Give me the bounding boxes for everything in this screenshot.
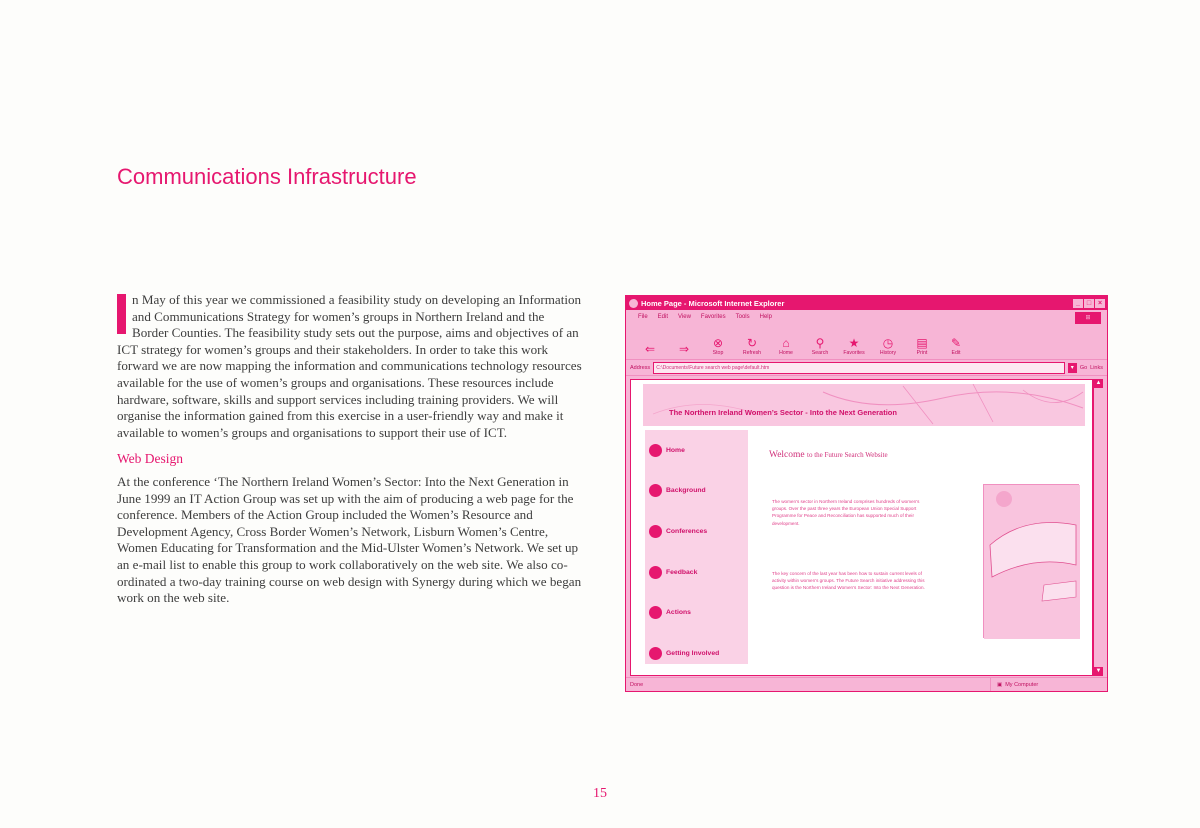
home-icon: ⌂ — [782, 336, 790, 350]
site-body-text-1: The women’s sector in Northern Ireland comprises hundreds of women’s groups. Over the past three years the European Union Special Support Programme for Peace and Reconciliation has supported much of their development. — [772, 499, 920, 526]
page-title: Communications Infrastructure — [117, 164, 417, 189]
address-dropdown-icon[interactable]: ▾ — [1068, 363, 1077, 373]
refresh-icon: ↻ — [746, 336, 758, 350]
back-button[interactable] — [638, 342, 662, 356]
menu-file[interactable]: File — [638, 314, 648, 320]
banner-doodle — [643, 384, 1085, 426]
nav-bullet-icon — [649, 525, 662, 538]
intro-paragraph: n May of this year we commissioned a feasibility study on developing an Information and Communications Strategy for women’s groups in Northern Ireland and the Border Counties. The feasibility study sets out the purpose, aims and objectives of an ICT strategy for women’s groups and their stakeholders. In order to take this work forward we are now mapping the information and communications technology resources available for the use of women’s groups and organisations. These resources include hardware, software, skills and support services including training providers. We will organise the information gained from this exercise in a user-friendly way and make it available to women’s groups and organisations to support their use of ICT. — [117, 292, 582, 440]
nav-bullet-icon — [649, 484, 662, 497]
nav-bullet-icon — [649, 647, 662, 660]
maximize-icon[interactable]: □ — [1084, 299, 1094, 308]
computer-icon: ▣ — [997, 681, 1003, 688]
browser-toolbar — [626, 324, 1107, 360]
nav-bullet-icon — [649, 566, 662, 579]
welcome-heading: Welcome to the Future Search Website — [769, 450, 888, 460]
browser-window-screenshot — [625, 295, 1108, 692]
edit-icon: ✎ — [950, 336, 962, 350]
nav-item-home[interactable]: Home — [645, 430, 748, 471]
print-button[interactable]: ▤ Print — [916, 336, 928, 356]
menu-edit[interactable]: Edit — [657, 314, 669, 320]
print-icon: ▤ — [916, 336, 928, 350]
nav-item-getting-involved[interactable]: Getting Involved — [645, 633, 748, 674]
browser-statusbar — [626, 677, 1107, 691]
forward-arrow-icon: ⇒ — [678, 342, 690, 356]
nav-bullet-icon — [649, 444, 662, 457]
home-button[interactable]: ⌂ Home — [779, 336, 793, 356]
nav-bullet-icon — [649, 606, 662, 619]
history-button[interactable]: ◷ History — [879, 336, 897, 356]
links-button[interactable]: Links — [1090, 364, 1103, 371]
menu-favorites[interactable]: Favorites — [700, 314, 726, 320]
nav-item-background[interactable]: Background — [645, 471, 748, 512]
search-button[interactable]: ⚲ Search — [811, 336, 829, 356]
window-title: Home Page - Microsoft Internet Explorer — [641, 298, 785, 308]
menu-tools[interactable]: Tools — [735, 314, 750, 320]
site-body-text-2: The key concern of the last year has been how to sustain current levels of activity within women’s groups. The Future Search initiative addressing this question is the Northern Ireland Women’s Sector: Into the Next Generation. — [772, 571, 925, 591]
drop-cap-bar — [117, 294, 126, 334]
browser-menubar — [626, 310, 1107, 324]
web-design-paragraph: At the conference ‘The Northern Ireland Women’s Sector: Into the Next Generation in June 1999 an IT Action Group was set up with the aim of producing a web page for the conference. Members of the Action Group included the Women’s Resource and Development Agency, Cross Border Women’s Network, Lisburn Women’s Centre, Women Educating for Transformation and the Mid-Ulster Women’s Network. We set up an e-mail list to enable this group to work collaboratively on the web site. We also co-ordinated a two-day training course on web design with Synergy during which we began work on the web site. — [117, 473, 582, 606]
conference-photo — [983, 484, 1079, 638]
browser-titlebar — [626, 296, 1107, 310]
go-button[interactable]: Go — [1079, 364, 1088, 371]
text-column — [117, 292, 583, 607]
banner-title: The Northern Ireland Women’s Sector - Into the Next Generation — [669, 408, 897, 417]
internet-explorer-icon — [629, 299, 638, 308]
menu-view[interactable]: View — [678, 314, 691, 320]
status-text: Done — [630, 681, 644, 688]
favorites-icon: ★ — [848, 336, 860, 350]
forward-button[interactable] — [672, 342, 696, 356]
history-icon: ◷ — [882, 336, 894, 350]
stop-icon: ⊗ — [712, 336, 724, 350]
nav-item-feedback[interactable]: Feedback — [645, 552, 748, 593]
menu-help[interactable]: Help — [759, 314, 772, 320]
page-viewport — [630, 379, 1093, 676]
edit-button[interactable]: ✎ Edit — [950, 336, 962, 356]
site-banner — [643, 384, 1085, 426]
nav-item-conferences[interactable]: Conferences — [645, 511, 748, 552]
vertical-scrollbar[interactable] — [1093, 379, 1103, 676]
status-zone: ▣ My Computer — [990, 678, 1107, 691]
minimize-icon[interactable]: _ — [1073, 299, 1083, 308]
search-icon: ⚲ — [815, 336, 825, 350]
site-nav — [645, 430, 748, 664]
conference-sign-image — [984, 485, 1080, 639]
refresh-button[interactable]: ↻ Refresh — [742, 336, 762, 356]
back-arrow-icon: ⇐ — [644, 342, 656, 356]
stop-button[interactable]: ⊗ Stop — [712, 336, 724, 356]
nav-item-actions[interactable]: Actions — [645, 592, 748, 633]
windows-logo-icon: ⊞ — [1075, 312, 1101, 324]
scroll-down-icon[interactable]: ▼ — [1095, 668, 1102, 674]
scroll-up-icon[interactable]: ▲ — [1095, 380, 1102, 386]
favorites-button[interactable]: ★ Favorites — [843, 336, 865, 356]
section-subheading: Web Design — [117, 451, 184, 467]
close-icon[interactable]: × — [1095, 299, 1105, 308]
address-input[interactable]: C:\Documents\Future search web page\default.htm — [653, 362, 1065, 374]
address-label: Address — [630, 364, 651, 371]
page-number: 15 — [593, 786, 607, 801]
address-bar — [626, 360, 1107, 376]
